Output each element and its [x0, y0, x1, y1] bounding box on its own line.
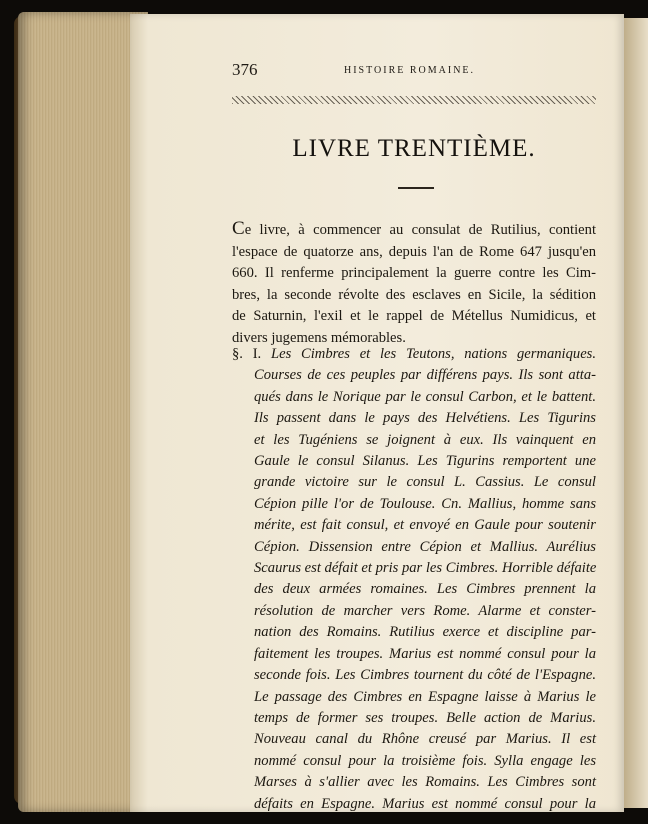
summary-line: 660. Il renferme principalement la guerre contre les Cim-: [232, 265, 596, 281]
summary-line: Ce livre, à commencer au consulat de Rutilius, contient: [232, 218, 596, 239]
section-line: Marses à s'allier avec les Romains. Les Cimbres sont: [254, 774, 596, 791]
section-line: nation des Romains. Rutilius exerce et discipline par-: [254, 624, 596, 641]
section-line: Ils passent dans le pays des Helvétiens. Les Tigurins: [254, 410, 596, 427]
section-line: faitement les troupes. Marius est nommé consul pour la: [254, 645, 596, 662]
running-head: [232, 60, 612, 84]
chapter-summary: [232, 218, 596, 349]
section-number: §. I.: [232, 346, 262, 362]
running-title: HISTOIRE ROMAINE.: [344, 65, 476, 76]
section-line: grande victoire sur le consul L. Cassius. Le consul: [254, 474, 596, 491]
title-divider: [398, 187, 434, 189]
section-line: et les Tugéniens se joignent à eux. Ils vainquent en: [254, 431, 596, 448]
section-line: nommé consul pour la troisième fois. Sylla engage les: [254, 752, 596, 769]
summary-line: de Saturnin, l'exil et le rappel de Métellus Numidicus, et: [232, 308, 596, 324]
section-line: temps de former ses troupes. Belle action de Marius.: [254, 709, 596, 726]
page-number: 376: [232, 60, 258, 79]
summary-line: bres, la seconde révolte des esclaves en Sicile, la sédition: [232, 286, 596, 303]
section-line: §. I. Les Cimbres et les Teutons, nations germaniques.: [232, 346, 596, 362]
ornamental-rule: [232, 96, 596, 104]
summary-line: divers jugemens mémorables.: [232, 329, 406, 346]
section-line: Nouveau canal du Rhône creusé par Marius. Il est: [254, 731, 596, 748]
section-line: mérite, est fait consul, et envoyé en Gaule pour soutenir: [254, 517, 596, 534]
section-line: Scaurus est défait et pris par les Cimbres. Horrible défaite: [254, 560, 597, 577]
section-line: seconde fois. Les Cimbres tournent du côté de l'Espagne.: [254, 667, 596, 684]
section-line: Courses de ces peuples par différens pays. Ils sont atta-: [254, 367, 596, 384]
chapter-title: LIVRE TRENTIÈME.: [292, 135, 536, 162]
facing-page-edge: [624, 18, 648, 808]
section-line: défaits en Espagne. Marius est nommé consul pour la: [254, 795, 596, 812]
page-edges: [18, 12, 148, 812]
section-line: Cépion pille l'or de Toulouse. Cn. Mallius, homme sans: [254, 495, 596, 512]
section-line: Le passage des Cimbres en Espagne laisse à Marius le: [254, 688, 596, 705]
section-line: Cépion. Dissension entre Cépion et Mallius. Aurélius: [254, 538, 596, 555]
summary-line: l'espace de quatorze ans, depuis l'an de Rome 647 jusqu'en: [232, 243, 596, 260]
section-line: résolution de marcher vers Rome. Alarme et conster-: [254, 602, 596, 619]
section-1-argument: [232, 344, 596, 815]
drop-cap: C: [232, 218, 245, 239]
section-line: Gaule le consul Silanus. Les Tigurins remportent une: [254, 453, 596, 470]
section-line: qués dans le Norique par le consul Carbon, et le battent.: [254, 388, 596, 405]
section-line: des deux armées romaines. Les Cimbres prennent la: [254, 581, 596, 598]
